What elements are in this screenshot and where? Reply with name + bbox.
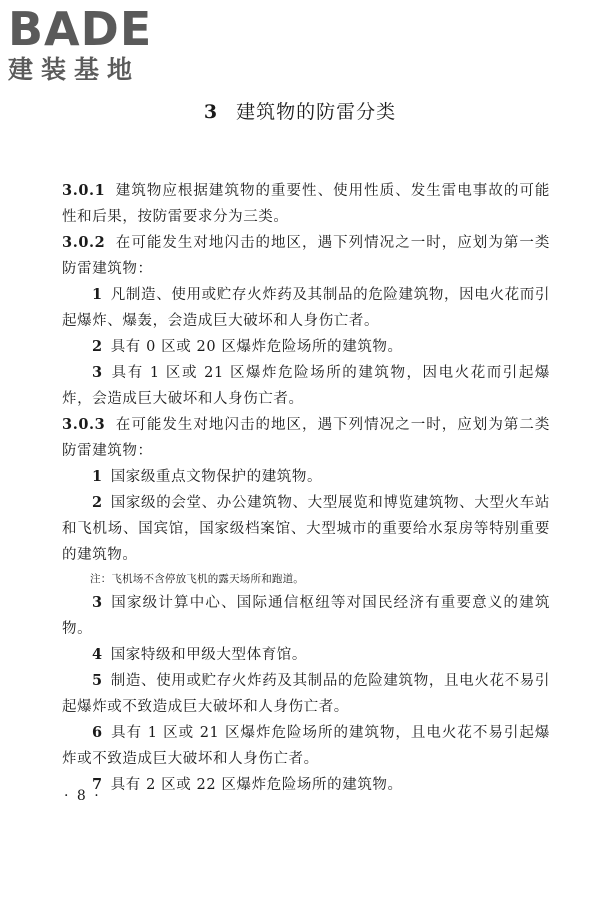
item-number: 5 [92,672,103,689]
item-text: 凡制造、使用或贮存火炸药及其制品的危险建筑物，因电火花而引起爆炸、爆轰，会造成巨大破坏和人身伤亡者。 [62,287,550,329]
list-item [62,334,550,360]
page-number: · 8 · [64,788,101,804]
clause-3-0-3 [62,412,550,464]
list-item [62,490,550,568]
item-number: 4 [92,646,103,663]
list-item [62,360,550,412]
list-item [62,720,550,772]
item-number: 3 [92,364,103,381]
list-item [62,282,550,334]
list-item [62,590,550,642]
item-text: 具有 1 区或 21 区爆炸危险场所的建筑物，且电火花不易引起爆炸或不致造成巨大破坏和人身伤亡者。 [62,725,550,767]
item-number: 1 [92,286,103,303]
item-number: 2 [92,338,103,355]
list-item [62,464,550,490]
item-text: 国家级的会堂、办公建筑物、大型展览和博览建筑物、大型火车站和飞机场、国宾馆，国家级档案馆、大型城市的重要给水泵房等特别重要的建筑物。 [62,495,550,563]
item-number: 6 [92,724,103,741]
note: 注：飞机场不含停放飞机的露天场所和跑道。 [90,573,304,585]
logo-subtitle: 建装基地 [8,55,141,84]
clause-number: 3.0.2 [62,234,106,251]
list-item [62,668,550,720]
item-number: 3 [92,594,103,611]
chapter-title [0,98,600,126]
clause-number: 3.0.1 [62,182,106,199]
clause-3-0-2 [62,230,550,282]
document-body [62,178,550,798]
item-text: 具有 2 区或 22 区爆炸危险场所的建筑物。 [110,777,403,793]
clause-text: 在可能发生对地闪击的地区，遇下列情况之一时，应划为第一类防雷建筑物： [62,235,550,277]
item-number: 7 [92,776,103,793]
chapter-number: 3 [203,101,219,123]
clause-text: 在可能发生对地闪击的地区，遇下列情况之一时，应划为第二类防雷建筑物： [62,417,550,459]
item-number: 1 [92,468,103,485]
item-number: 2 [92,494,103,511]
item-text: 制造、使用或贮存火炸药及其制品的危险建筑物，且电火花不易引起爆炸或不致造成巨大破坏和人身伤亡者。 [62,673,550,715]
item-text: 具有 1 区或 21 区爆炸危险场所的建筑物，因电火花而引起爆炸，会造成巨大破坏和人身伤亡者。 [62,365,550,407]
clause-3-0-1 [62,178,550,230]
item-text: 具有 0 区或 20 区爆炸危险场所的建筑物。 [110,339,403,355]
item-text: 国家特级和甲级大型体育馆。 [110,647,308,663]
logo [8,2,178,86]
list-item [62,772,550,798]
item-text: 国家级重点文物保护的建筑物。 [110,469,323,485]
clause-number: 3.0.3 [62,416,106,433]
logo-mark: BADE [8,2,153,56]
chapter-title-text: 建筑物的防雷分类 [236,101,397,123]
list-item [62,642,550,668]
item-text: 国家级计算中心、国际通信枢纽等对国民经济有重要意义的建筑物。 [62,595,550,637]
clause-text: 建筑物应根据建筑物的重要性、使用性质、发生雷电事故的可能性和后果，按防雷要求分为三类。 [62,183,550,225]
